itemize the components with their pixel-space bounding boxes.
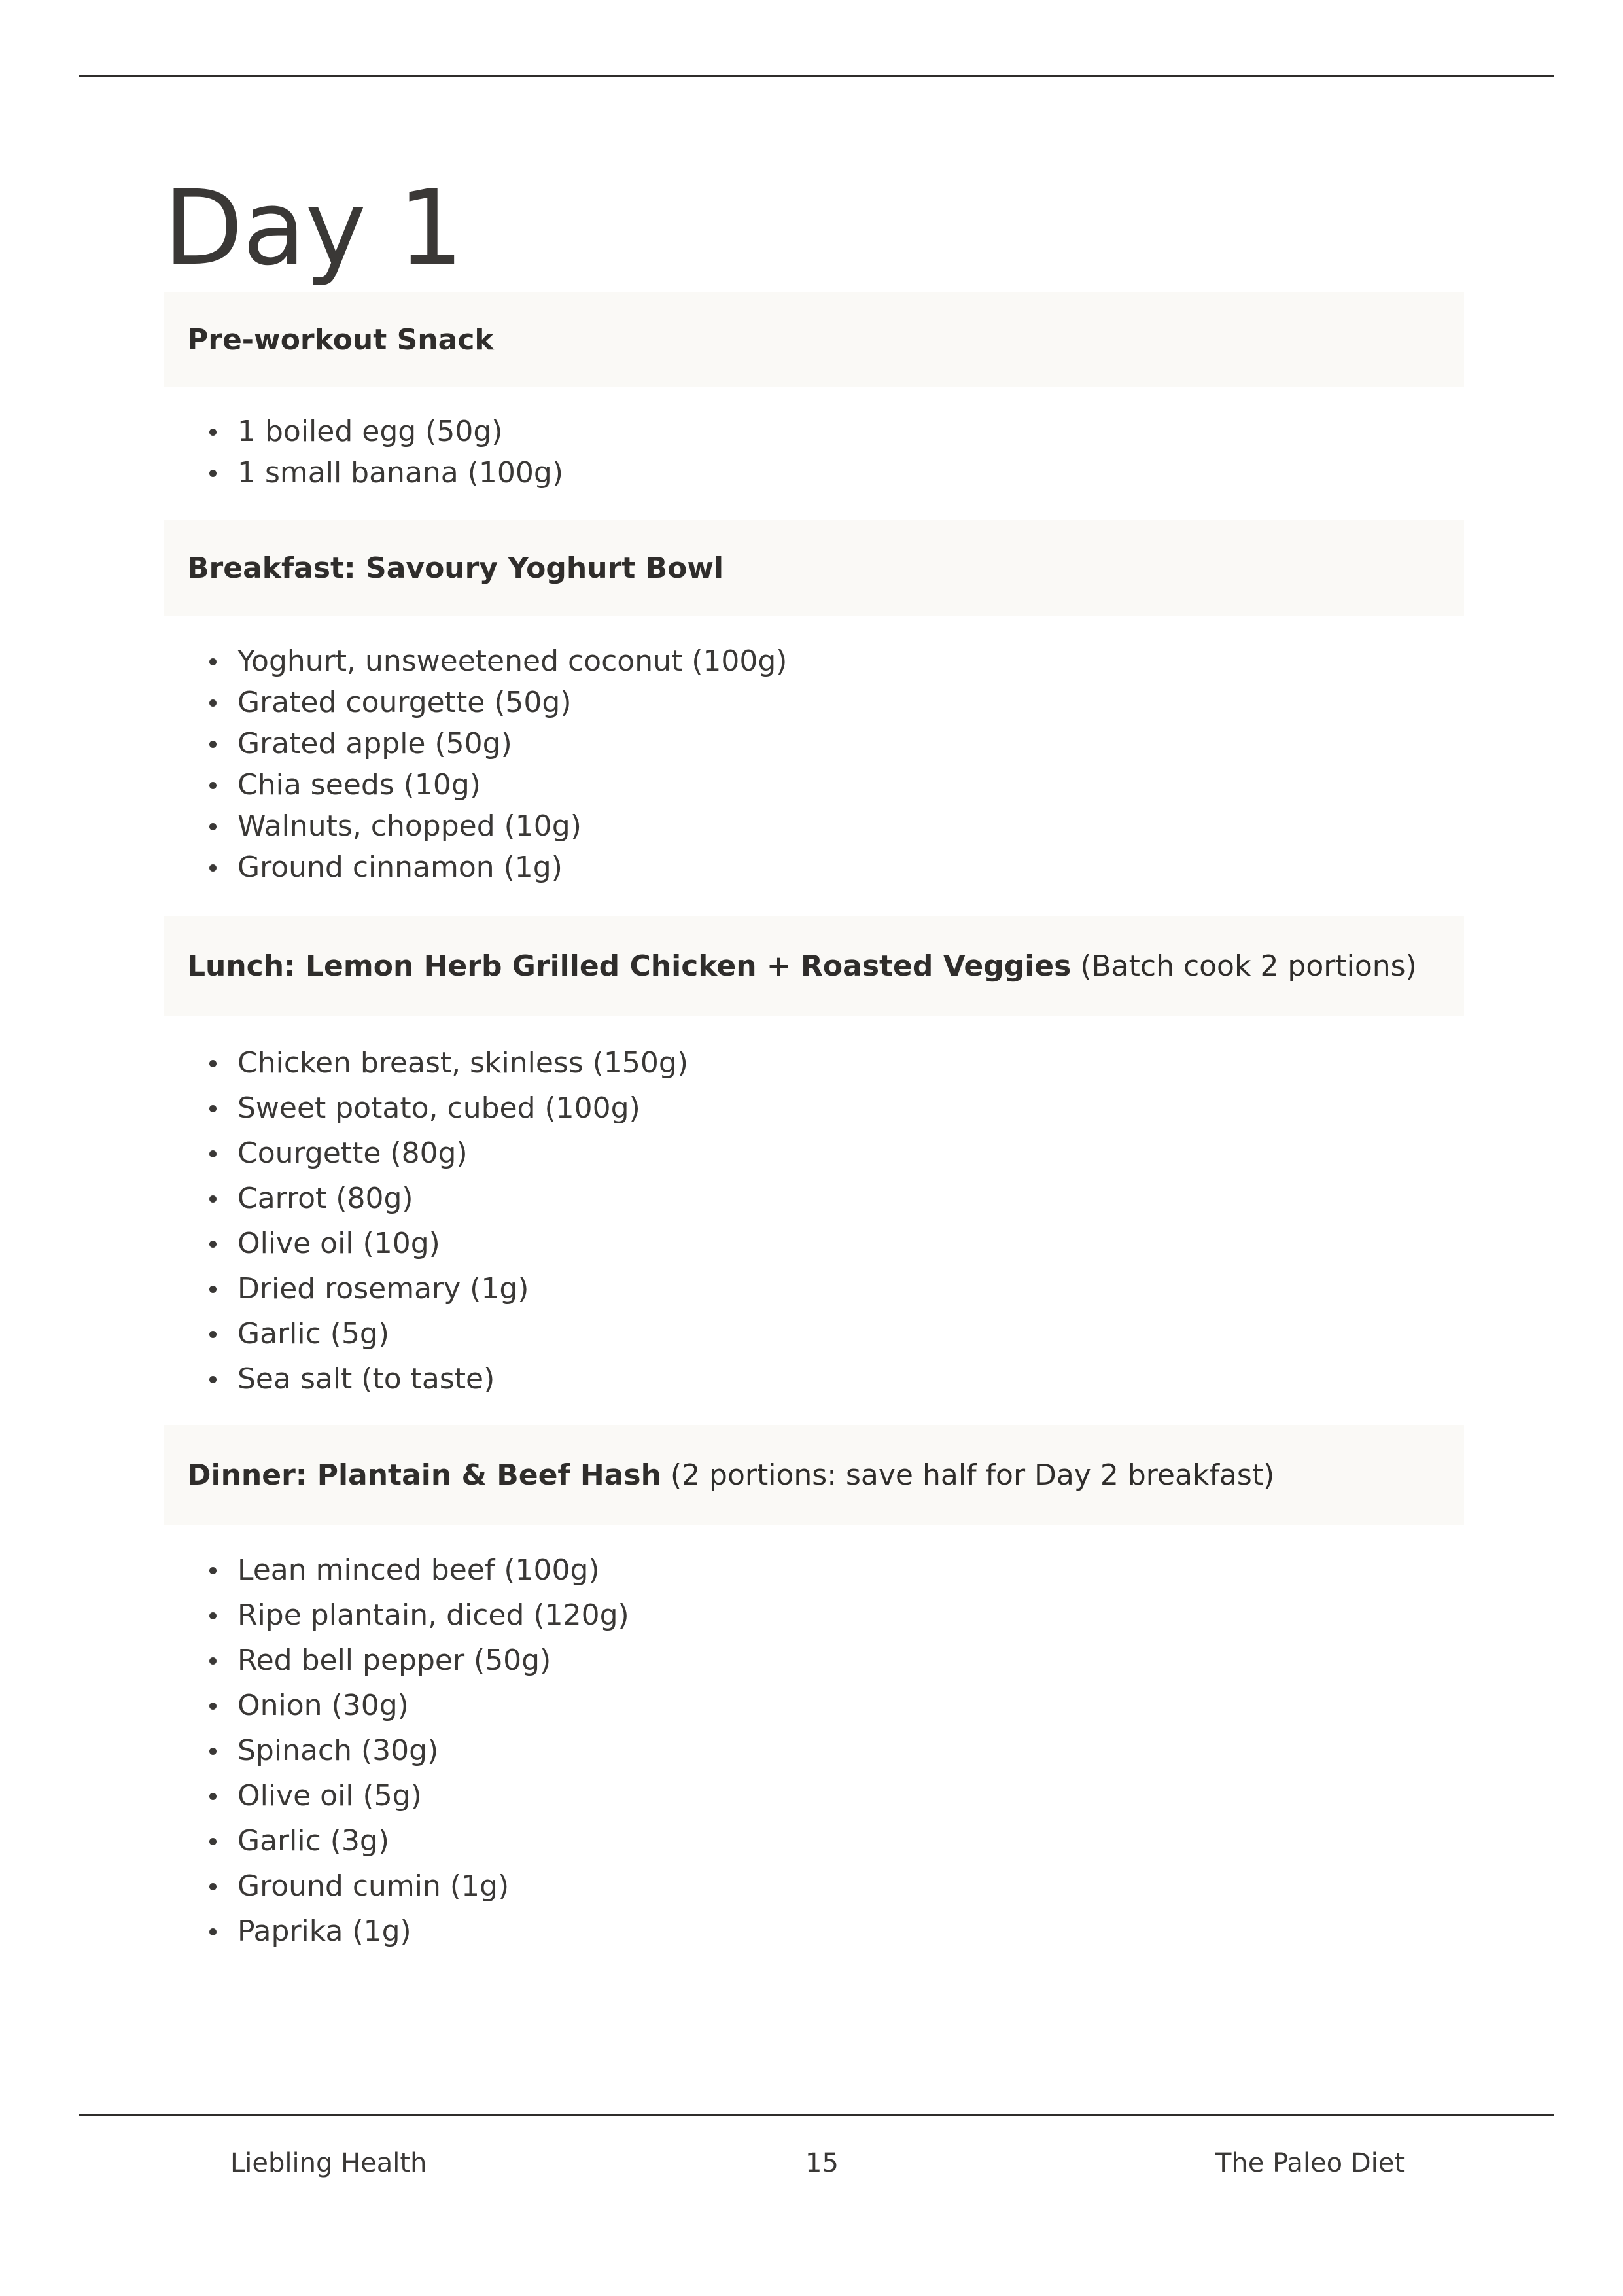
footer-document-title: The Paleo Diet xyxy=(1215,2148,1405,2178)
list-item: Courgette (80g) xyxy=(164,1131,1464,1176)
meal-heading-note: (2 portions: save half for Day 2 breakfast) xyxy=(670,1458,1275,1492)
bottom-rule xyxy=(79,2114,1554,2116)
ingredient-list xyxy=(164,411,1464,493)
list-item: Chicken breast, skinless (150g) xyxy=(164,1040,1464,1086)
list-item: Garlic (5g) xyxy=(164,1311,1464,1356)
list-item: Olive oil (5g) xyxy=(164,1773,1464,1818)
list-item: Grated apple (50g) xyxy=(164,723,1464,764)
list-item: Yoghurt, unsweetened coconut (100g) xyxy=(164,641,1464,682)
list-item: Spinach (30g) xyxy=(164,1728,1464,1773)
meal-heading-note: (Batch cook 2 portions) xyxy=(1080,949,1417,983)
meal-heading-title: Breakfast: Savoury Yoghurt Bowl xyxy=(187,551,724,585)
list-item: Paprika (1g) xyxy=(164,1909,1464,1954)
list-item: Ripe plantain, diced (120g) xyxy=(164,1593,1464,1638)
meal-section-lunch xyxy=(164,916,1464,1402)
list-item: Olive oil (10g) xyxy=(164,1221,1464,1266)
list-item: Onion (30g) xyxy=(164,1683,1464,1728)
list-item: Ground cumin (1g) xyxy=(164,1863,1464,1909)
ingredient-list xyxy=(164,1040,1464,1402)
meal-heading xyxy=(164,916,1464,1016)
list-item: Ground cinnamon (1g) xyxy=(164,847,1464,888)
list-item: Red bell pepper (50g) xyxy=(164,1638,1464,1683)
meal-section-dinner xyxy=(164,1425,1464,1954)
meal-heading-title: Dinner: Plantain & Beef Hash xyxy=(187,1458,661,1492)
meal-section-pre-workout xyxy=(164,292,1464,493)
ingredient-list xyxy=(164,1547,1464,1954)
footer-brand: Liebling Health xyxy=(230,2148,427,2178)
list-item: Walnuts, chopped (10g) xyxy=(164,805,1464,847)
top-rule xyxy=(79,75,1554,77)
page-number: 15 xyxy=(805,2148,839,2178)
list-item: Carrot (80g) xyxy=(164,1176,1464,1221)
list-item: Grated courgette (50g) xyxy=(164,682,1464,723)
list-item: Sweet potato, cubed (100g) xyxy=(164,1086,1464,1131)
list-item: Sea salt (to taste) xyxy=(164,1356,1464,1402)
list-item: 1 small banana (100g) xyxy=(164,452,1464,493)
meal-heading-title: Lunch: Lemon Herb Grilled Chicken + Roasted Veggies xyxy=(187,949,1072,983)
meal-heading xyxy=(164,520,1464,616)
list-item: Garlic (3g) xyxy=(164,1818,1464,1863)
list-item: Dried rosemary (1g) xyxy=(164,1266,1464,1311)
meal-section-breakfast xyxy=(164,520,1464,888)
meal-heading-title: Pre-workout Snack xyxy=(187,323,494,357)
list-item: Chia seeds (10g) xyxy=(164,764,1464,805)
page-title: Day 1 xyxy=(164,168,463,289)
list-item: Lean minced beef (100g) xyxy=(164,1547,1464,1593)
meal-heading xyxy=(164,1425,1464,1525)
meal-heading xyxy=(164,292,1464,387)
list-item: 1 boiled egg (50g) xyxy=(164,411,1464,452)
ingredient-list xyxy=(164,641,1464,888)
